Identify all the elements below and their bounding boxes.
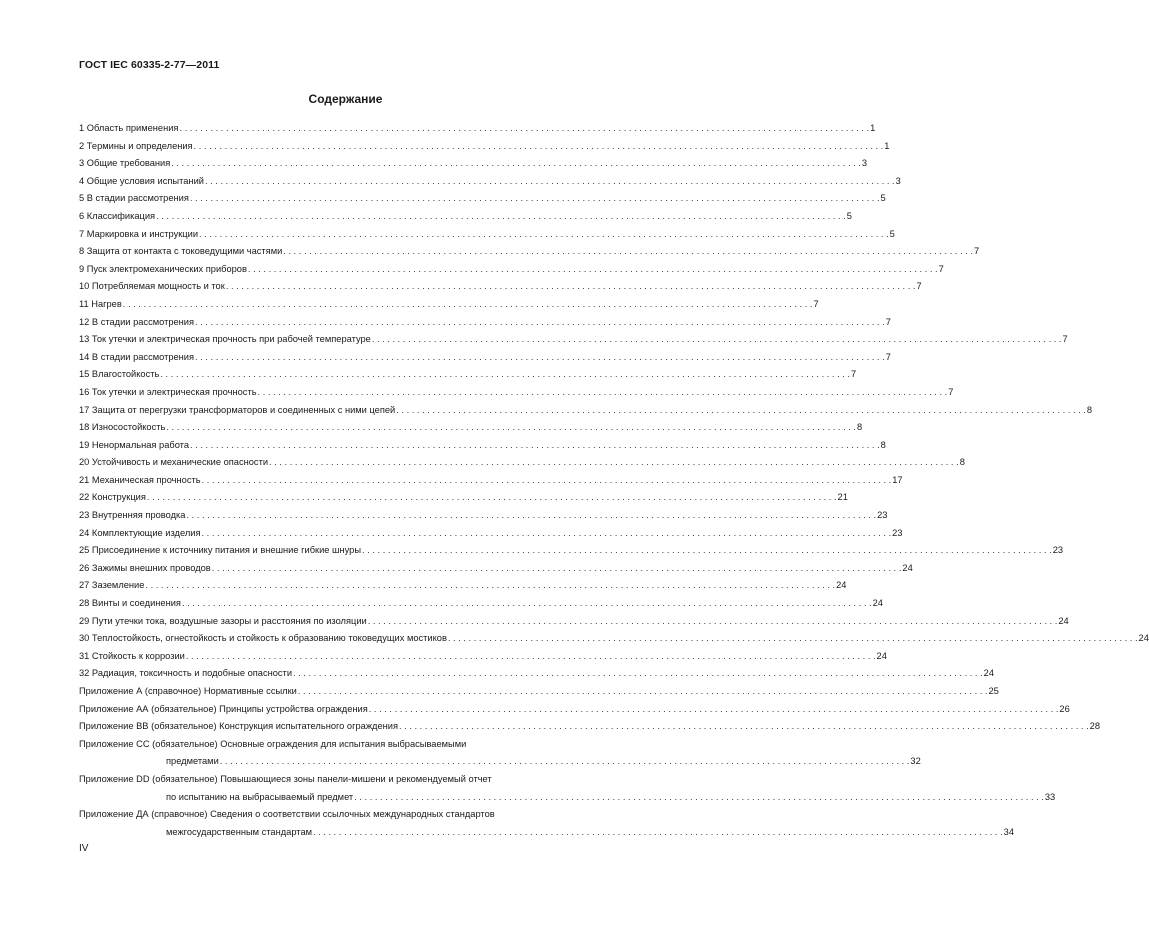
toc-entry-page: 33 bbox=[1044, 791, 1056, 802]
dot-leader bbox=[160, 366, 850, 384]
toc-entry-title: 31 Стойкость к коррозии bbox=[79, 650, 185, 661]
toc-entry[interactable] bbox=[79, 648, 887, 666]
toc-appendix-title: Приложение DD (обязательное) Повышающиеся зоны панели-мишени и рекомендуемый отчет bbox=[79, 773, 492, 784]
toc-entry-page: 7 bbox=[973, 246, 980, 257]
toc-entry-title: 26 Зажимы внешних проводов bbox=[79, 562, 211, 573]
toc-entry-title: 21 Механическая прочность bbox=[79, 474, 201, 485]
toc-entry-title: 17 Защита от перегрузки трансформаторов и соединенных с ними цепей bbox=[79, 404, 396, 415]
toc-entry-page: 8 bbox=[959, 457, 965, 468]
toc-appendix-title: Приложение СС (обязательное) Основные ограждения для испытания выбрасываемыми bbox=[79, 738, 467, 749]
toc-entry[interactable] bbox=[79, 542, 1064, 560]
toc-entry-page: 23 bbox=[892, 527, 903, 538]
toc-entry-page: 7 bbox=[885, 316, 891, 327]
dot-leader bbox=[145, 577, 835, 595]
toc-entry-page: 7 bbox=[851, 369, 857, 380]
toc-entry[interactable] bbox=[79, 613, 1069, 631]
toc-entry-page: 24 bbox=[872, 598, 883, 609]
toc-entry-page: 1 bbox=[870, 123, 876, 133]
dot-leader bbox=[171, 155, 861, 173]
toc-entry-title: 3 Общие требования bbox=[79, 158, 171, 169]
toc-entry[interactable] bbox=[79, 454, 965, 472]
toc-entry[interactable] bbox=[79, 630, 1149, 648]
toc-entry-page: 24 bbox=[1058, 615, 1069, 626]
page-number: IV bbox=[79, 843, 89, 854]
toc-entry-page: 25 bbox=[988, 686, 999, 696]
toc-entry-page: 7 bbox=[938, 263, 944, 274]
dot-leader bbox=[248, 261, 938, 279]
toc-entry-title: 5 В стадии рассмотрения bbox=[79, 193, 189, 204]
toc-entry-page: 28 bbox=[1089, 721, 1101, 732]
toc-entry-title: Приложение АА (обязательное) Принципы устройства ограждения bbox=[79, 703, 368, 714]
toc-entry-page: 5 bbox=[846, 210, 852, 221]
toc-entry-title: 15 Влагостойкость bbox=[79, 369, 160, 380]
dot-leader bbox=[179, 120, 869, 138]
toc-entry-page: 24 bbox=[876, 650, 887, 661]
toc-appendix-subtitle: межгосударственным стандартам bbox=[166, 826, 313, 837]
toc-entry-title: 27 Заземление bbox=[79, 580, 145, 591]
toc-entry-page: 5 bbox=[880, 193, 886, 204]
toc-entry[interactable] bbox=[79, 419, 863, 437]
toc-entry[interactable] bbox=[79, 683, 999, 701]
dot-leader bbox=[226, 278, 916, 296]
toc-entry[interactable] bbox=[79, 243, 980, 261]
toc-entry[interactable] bbox=[79, 190, 886, 208]
dot-leader bbox=[186, 507, 876, 525]
dot-leader bbox=[199, 226, 889, 244]
toc-entry[interactable] bbox=[79, 120, 876, 138]
toc-entry[interactable] bbox=[79, 489, 848, 507]
toc-entry-title: 12 В стадии рассмотрения bbox=[79, 316, 195, 327]
toc-entry[interactable] bbox=[79, 226, 895, 244]
toc-entry-title: 22 Конструкция bbox=[79, 492, 146, 503]
toc-entry-page: 23 bbox=[1052, 545, 1064, 556]
toc-entry[interactable] bbox=[79, 138, 890, 156]
toc-entry-title: 24 Комплектующие изделия bbox=[79, 527, 201, 538]
toc-entry[interactable] bbox=[79, 366, 857, 384]
toc-appendix-continuation bbox=[79, 789, 1056, 807]
toc-entry-page: 7 bbox=[813, 298, 819, 309]
toc-entry-page: 24 bbox=[902, 562, 913, 573]
table-of-contents bbox=[79, 120, 1149, 841]
toc-entry-page: 8 bbox=[857, 422, 863, 433]
dot-leader bbox=[372, 331, 1062, 349]
toc-entry[interactable] bbox=[79, 173, 901, 191]
toc-entry-page: 5 bbox=[889, 228, 895, 239]
dot-leader bbox=[362, 542, 1052, 560]
toc-entry-title: 20 Устойчивость и механические опасности bbox=[79, 457, 269, 468]
toc-entry-page: 23 bbox=[877, 510, 888, 521]
dot-leader bbox=[368, 613, 1058, 631]
toc-entry-page: 21 bbox=[837, 492, 848, 503]
dot-leader bbox=[220, 753, 910, 771]
dot-leader bbox=[156, 208, 846, 226]
dot-leader bbox=[147, 489, 837, 507]
toc-entry-page: 3 bbox=[895, 175, 901, 186]
toc-entry-page: 7 bbox=[1062, 334, 1068, 345]
toc-entry[interactable] bbox=[79, 595, 883, 613]
dot-leader bbox=[293, 665, 983, 683]
toc-entry-title: 8 Защита от контакта с токоведущими частями bbox=[79, 246, 283, 257]
dot-leader bbox=[195, 349, 885, 367]
toc-entry-page: 7 bbox=[916, 281, 922, 292]
dot-leader bbox=[202, 472, 892, 490]
toc-entry-title: 9 Пуск электромеханических приборов bbox=[79, 263, 247, 274]
dot-leader bbox=[182, 595, 872, 613]
dot-leader bbox=[190, 190, 880, 208]
toc-entry-title: 32 Радиация, токсичность и подобные опасности bbox=[79, 668, 293, 679]
dot-leader bbox=[201, 525, 891, 543]
toc-entry[interactable] bbox=[79, 278, 922, 296]
toc-entry-page: 24 bbox=[983, 668, 995, 679]
dot-leader bbox=[313, 824, 1003, 842]
toc-entry-page: 26 bbox=[1059, 703, 1070, 714]
toc-entry-page: 34 bbox=[1003, 826, 1015, 837]
toc-entry-page: 3 bbox=[861, 158, 868, 169]
toc-entry-title: 16 Ток утечки и электрическая прочность bbox=[79, 386, 257, 397]
toc-entry-title: 10 Потребляемая мощность и ток bbox=[79, 281, 225, 292]
toc-appendix-title: Приложение ДА (справочное) Сведения о соответствии ссылочных международных стандартов bbox=[79, 809, 495, 820]
toc-entry-title: 19 Ненормальная работа bbox=[79, 439, 189, 450]
toc-entry-title: 23 Внутренняя проводка bbox=[79, 510, 186, 521]
toc-entry[interactable] bbox=[79, 437, 886, 455]
dot-leader bbox=[396, 402, 1086, 420]
toc-entry-page: 17 bbox=[892, 474, 903, 485]
dot-leader bbox=[399, 718, 1089, 736]
document-id: ГОСТ IEC 60335-2-77—2011 bbox=[79, 59, 220, 71]
toc-entry[interactable] bbox=[79, 261, 944, 279]
dot-leader bbox=[212, 560, 902, 578]
dot-leader bbox=[283, 243, 973, 261]
toc-appendix-entry[interactable] bbox=[79, 736, 921, 771]
dot-leader bbox=[269, 454, 959, 472]
dot-leader bbox=[186, 648, 876, 666]
toc-entry-page: 8 bbox=[880, 439, 886, 450]
toc-entry[interactable] bbox=[79, 665, 995, 683]
toc-entry-title: 11 Нагрев bbox=[79, 298, 122, 309]
toc-entry[interactable] bbox=[79, 718, 1101, 736]
toc-entry-title: 2 Термины и определения bbox=[79, 140, 193, 151]
toc-entry[interactable] bbox=[79, 314, 891, 332]
dot-leader bbox=[258, 384, 948, 402]
dot-leader bbox=[195, 314, 885, 332]
toc-entry[interactable] bbox=[79, 155, 868, 173]
dot-leader bbox=[123, 296, 813, 314]
toc-entry[interactable] bbox=[79, 384, 954, 402]
toc-entry-page: 8 bbox=[1086, 404, 1093, 415]
toc-entry-title: 30 Теплостойкость, огнестойкость и стойкость к образованию токоведущих мостиков bbox=[79, 633, 447, 644]
dot-leader bbox=[448, 630, 1138, 648]
toc-entry-title: Приложение А (справочное) Нормативные ссылки bbox=[79, 686, 297, 696]
dot-leader bbox=[166, 419, 856, 437]
toc-entry-title: 7 Маркировка и инструкции bbox=[79, 228, 199, 239]
toc-appendix-subtitle: по испытанию на выбрасываемый предмет bbox=[166, 791, 354, 802]
dot-leader bbox=[354, 789, 1044, 807]
toc-entry-title: Приложение ВВ (обязательное) Конструкция испытательного ограждения bbox=[79, 721, 399, 732]
dot-leader bbox=[194, 138, 884, 156]
page-title: Содержание bbox=[308, 92, 383, 106]
toc-entry-title: 28 Винты и соединения bbox=[79, 598, 181, 609]
toc-entry-title: 4 Общие условия испытаний bbox=[79, 175, 204, 186]
toc-entry-title: 1 Область применения bbox=[79, 123, 179, 133]
toc-entry[interactable] bbox=[79, 402, 1093, 420]
toc-entry-title: 18 Износостойкость bbox=[79, 422, 166, 433]
toc-entry-title: 6 Классификация bbox=[79, 210, 156, 221]
toc-entry[interactable] bbox=[79, 296, 819, 314]
toc-appendix-entry[interactable] bbox=[79, 806, 1015, 841]
dot-leader bbox=[369, 701, 1059, 719]
toc-entry[interactable] bbox=[79, 472, 903, 490]
toc-entry[interactable] bbox=[79, 525, 903, 543]
toc-entry[interactable] bbox=[79, 701, 1070, 719]
toc-appendix-continuation bbox=[79, 824, 1015, 842]
toc-entry[interactable] bbox=[79, 208, 852, 226]
toc-entry[interactable] bbox=[79, 577, 847, 595]
toc-appendix-continuation bbox=[79, 753, 921, 771]
dot-leader bbox=[205, 173, 895, 191]
toc-entry-page: 24 bbox=[1138, 633, 1149, 644]
toc-entry[interactable] bbox=[79, 331, 1068, 349]
toc-entry-title: 13 Ток утечки и электрическая прочность при рабочей температуре bbox=[79, 334, 371, 345]
toc-entry-page: 1 bbox=[884, 140, 890, 151]
toc-entry[interactable] bbox=[79, 507, 888, 525]
toc-entry[interactable] bbox=[79, 349, 891, 367]
toc-entry-page: 7 bbox=[948, 386, 954, 397]
dot-leader bbox=[298, 683, 988, 701]
toc-entry-title: 14 В стадии рассмотрения bbox=[79, 351, 195, 362]
toc-entry-title: 29 Пути утечки тока, воздушные зазоры и расстояния по изоляции bbox=[79, 615, 367, 626]
toc-entry-title: 25 Присоединение к источнику питания и внешние гибкие шнуры bbox=[79, 545, 362, 556]
toc-appendix-entry[interactable] bbox=[79, 771, 1056, 806]
toc-entry-page: 24 bbox=[836, 580, 847, 591]
toc-entry[interactable] bbox=[79, 560, 913, 578]
toc-appendix-subtitle: предметами bbox=[166, 756, 219, 767]
toc-entry-page: 7 bbox=[885, 351, 891, 362]
toc-entry-page: 32 bbox=[910, 756, 921, 767]
dot-leader bbox=[190, 437, 880, 455]
